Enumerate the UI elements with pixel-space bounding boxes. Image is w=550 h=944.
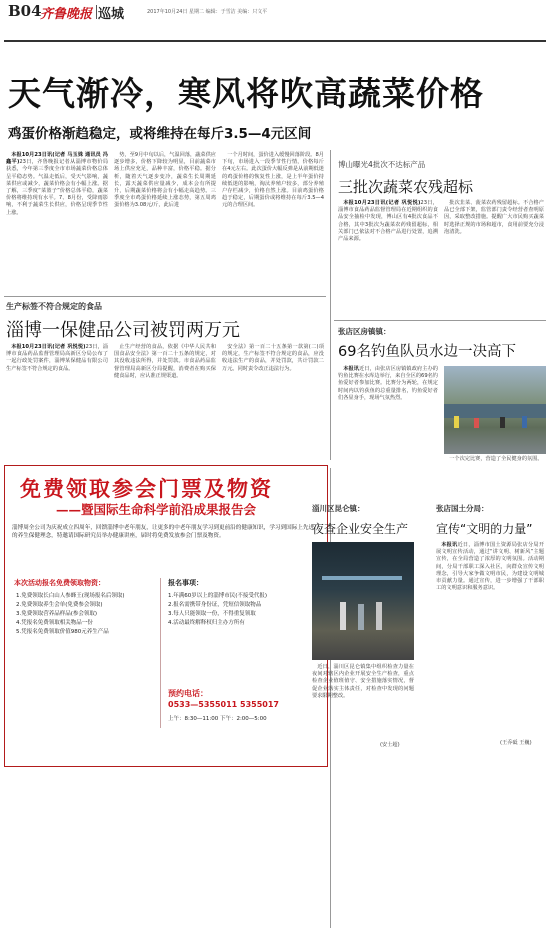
civil-credit: (王乔砥 王巍) <box>500 740 532 746</box>
penalty-kicker: 生产标签不符合规定的食品 <box>6 302 102 311</box>
fishing-caption: 一个次完比赛，营造了全民健身的氛围。 <box>449 456 543 462</box>
water-shape <box>444 404 546 418</box>
ad-note-item: 1.年满60岁以上的淄博市民(不接受代报) <box>168 593 268 599</box>
section-rule <box>4 296 326 297</box>
person-shape <box>522 416 527 428</box>
section-rule <box>334 320 546 321</box>
person-shape <box>474 418 479 428</box>
person-shape <box>454 416 459 428</box>
safety-headline: 夜查企业安全生产 <box>312 522 409 536</box>
veg-kicker: 博山曝光4批次不达标产品 <box>338 160 426 169</box>
person-shape <box>376 602 382 630</box>
safety-kicker: 淄川区昆仑镇： <box>312 504 365 513</box>
header-divider <box>96 5 97 19</box>
fishing-kicker: 张店区房镇镇： <box>338 327 391 336</box>
person-shape <box>500 417 505 428</box>
issue-meta: 2017年10月24日 星期二 编辑：于雪洁 美编：只文平 <box>147 9 268 15</box>
ad-headline: 免费领取参会门票及物资 <box>20 477 273 501</box>
newspaper-logo: 齐鲁晚报 <box>40 7 93 22</box>
ad-note-item: 2.报名需携带身份证，凭短信领取物品 <box>168 602 262 608</box>
safety-caption: 近日，淄川区昆仑镇集中组织检查力量在夜间对辖区内企业开展安全生产检查，重点检查企业值班值守、安全措施落实情况，督促企业落实主体责任，对检查中发现的问题要求限期整改。 <box>312 664 414 699</box>
person-shape <box>340 602 346 630</box>
fishing-photo <box>444 366 546 454</box>
veg-headline: 三批次蔬菜农残超标 <box>338 178 474 196</box>
civil-headline: 宣传“文明的力量” <box>436 522 533 536</box>
beam-shape <box>322 576 402 580</box>
ad-note-item: 4.活动最终解释权归主办方所有 <box>168 620 245 626</box>
ad-offer-item: 5.凭报名免费领取价值980元养生产品 <box>16 629 109 635</box>
ad-note-item: 3.每人只能领取一份，不得重复领取 <box>168 611 256 617</box>
person-shape <box>358 604 364 630</box>
lead-subheadline: 鸡蛋价格渐趋稳定，或将维持在每斤3.5—4元区间 <box>8 126 312 142</box>
safety-credit: (安士超) <box>380 742 400 748</box>
veg-column-1: 本报10月23日讯(记者 巩悦悦)23日，淄博市食品药品监督管理局在近期组织的食品安全抽检中发现，博山区有4批次食品不合格，其中3批次为蔬菜农药残留超标，相关部门已依法对不合格产品进行处置，追溯产品来源。 <box>338 200 438 243</box>
lead-column-3: 一个月时间，蛋价进入缓慢回落阶段。8月下旬，市场进入一段季节性行情，价格每斤在4元左右。此次蛋价大幅反弹是从前期低迷的鸡蛋价格的恢复性上涨，是上半年蛋价持续低迷的影响，淘汰养殖户较多，部分养殖户存栏减少，价格自然上涨。目前鸡蛋价格趋于稳定，后期蛋价或将维持在每斤3.5—4元的合理区间。 <box>222 152 324 209</box>
ad-hours: 上午：8:30—11:00 下午：2:00—5:00 <box>168 716 267 722</box>
fishing-headline: 69名钓鱼队员水边一决高下 <box>338 344 516 360</box>
ad-subheadline: ——暨国际生命科学前沿成果报告会 <box>56 502 257 517</box>
lead-byline: 本报10月23日讯(记者 马玉姝 通讯员 冯鑫平) <box>6 152 108 166</box>
ad-notes-list <box>168 592 320 628</box>
ad-offer-item: 3.免费领取营养品样品(参会领取) <box>16 611 98 617</box>
ad-offer-item: 2.免费领取养生会单(免费参会领取) <box>16 602 103 608</box>
lead-headline: 天气渐冷，寒风将吹高蔬菜价格 <box>8 74 484 113</box>
header-rule <box>4 40 546 42</box>
lead-column-1: 本报10月23日讯(记者 马玉姝 通讯员 冯鑫平)23日，齐鲁晚报记者从淄博市物价局获悉，今年第三季度全市市场蔬菜价格总体呈平稳态势。气温走低后，受天气影响，蔬菜供应或减少，蔬菜价格会有小幅上涨。据了解，三季度“菜篮子”价格总体平稳，蔬菜价格将维持现有水平。7、8月份，受降雨影响，不利于蔬菜生长供应，价格呈现季节性上涨。 <box>6 152 109 216</box>
ad-intro: 淄博周全公司为庆祝成立四周年，回馈淄博中老年朋友，让更多的中老年朋友学习到更前沿的健康知识，学习到国际上先进的养生保健理念，特邀请国际研究员举办健康讲座，届时将免费发放参会门票及物资。 <box>12 525 315 539</box>
civil-kicker: 张店国土分局： <box>436 504 489 513</box>
penalty-headline: 淄博一保健品公司被罚两万元 <box>6 320 240 341</box>
ad-divider <box>160 578 161 728</box>
section-name: 巡城 <box>98 7 125 22</box>
penalty-column-2: 止生产经营的食品，依据《中华人民共和国食品安全法》第一百二十五条的规定，对其没收违法所得，并处罚款。市食品药品监督管理局高新区分局提醒，消费者在购买保健食品时，应认准正规渠道。 <box>114 344 216 379</box>
penalty-column-3: 安全法》第一百二十五条第一款第(二)项的规定，生产标签不符合规定的食品，应没收违法生产的食品，并处罚款，共计罚款二万元。同时责令改正违法行为。 <box>222 344 324 372</box>
column-divider <box>330 150 331 460</box>
ad-hotline-label: 预约电话： <box>168 689 208 698</box>
lead-column-2: 势，至9月中旬以后，气温回落，蔬菜供应逐步增多，价格下降较为明显，目前蔬菜市场上供应充足，品种丰富，价格平稳。据分析，随着天气逐步变冷，蔬菜生长周期延长，露天蔬菜供应量减少，成本会有所提升，后期蔬菜价格将会有小幅走高趋势。三季度全市鸡蛋价格延续上涨态势，第五周鸡蛋价格为3.08元/斤，此后进 <box>114 152 216 209</box>
ad-offer-item: 1.免费领取长白山人参蜂王(现场报名后领取) <box>16 593 125 599</box>
veg-column-2: 批次韭菜、菠菜农药残留超标。不合格产品已全部下架，监管部门责令经营者查明原因，采取整改措施。提醒广大市民购买蔬菜时选择正规的市场和超市，食用前要充分浸泡清洗。 <box>444 200 544 235</box>
ad-hotline: 0533—5355011 5355017 <box>168 700 279 709</box>
ad-offer-list <box>16 592 152 637</box>
penalty-column-1: 本报10月23日讯(记者 巩悦悦)23日，淄博市食品药品监督管理局高新区分局公布了一起行政处罚案件，淄博某保健品有限公司生产标签不符合规定的食品。 <box>6 344 108 372</box>
fishing-body: 本报讯近日，由张店区房镇镇政府主办的钓鱼比赛在水库边举行，来自全区的69名钓鱼爱好者参加比赛。比赛分为两轮，在规定时间内以钓获鱼的总重量排名，钓鱼爱好者们各显身手，现场气氛热烈。 <box>338 366 438 401</box>
civil-body: 本报讯近日，淄博市国土资源局张店分局开展文明宣传活动，通过“讲文明、树新风”主题宣传，在全局营造了浓厚的文明氛围。活动期间，分局干部职工深入社区，向群众宣传文明理念，引导大家争做文明市民，为建设文明城市贡献力量。通过宣传，进一步增强了干部职工的文明意识和服务意识。 <box>436 542 544 592</box>
ad-offer-heading: 本次活动报名免费领取物资： <box>14 579 105 587</box>
ad-notes-heading: 报名事项： <box>168 579 203 587</box>
safety-photo <box>312 542 414 660</box>
page-number: B04 <box>8 2 42 20</box>
ad-offer-item: 4.凭报名免费领取相关物品一份 <box>16 620 93 626</box>
